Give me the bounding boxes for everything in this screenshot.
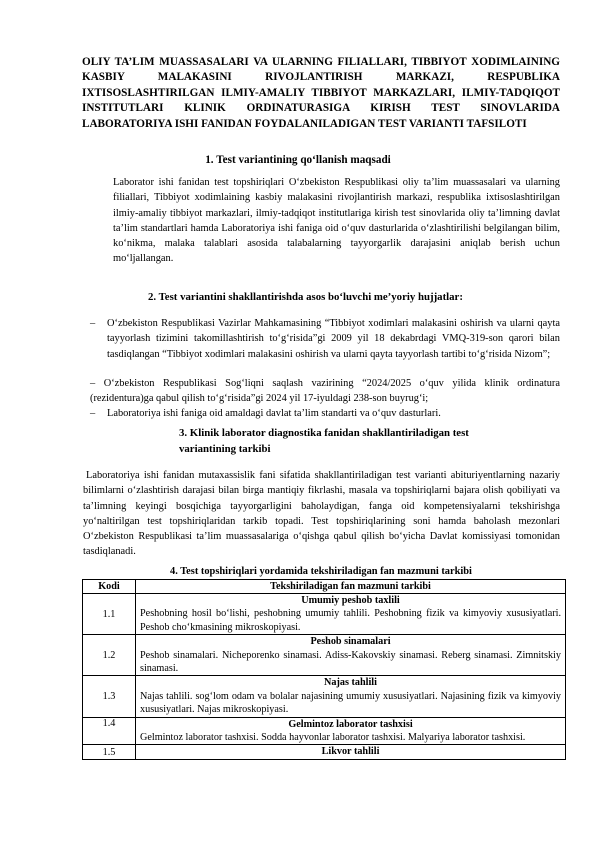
row-content xyxy=(136,635,566,676)
row-content xyxy=(136,676,566,717)
row-code: 1.1 xyxy=(83,594,136,635)
section2-item-1 xyxy=(90,316,560,362)
section4-heading: 4. Test topshiriqlari yordamida tekshiriladigan fan mazmuni tarkibi xyxy=(170,566,472,577)
row-text: Peshob sinamalari. Nicheporenko sinamasi. Adiss-Kakovskiy sinamasi. Reberg sinamasi. Zimnitskiy sinamasi. xyxy=(140,649,561,675)
table-row xyxy=(83,717,566,745)
table-row xyxy=(83,635,566,676)
list-dash: – xyxy=(90,318,96,329)
section2-item-3 xyxy=(90,406,560,421)
section1-heading: 1. Test variantining qo‘llanish maqsadi xyxy=(205,154,391,166)
header-content: Tekshiriladigan fan mazmuni tarkibi xyxy=(136,580,566,594)
table-row xyxy=(83,676,566,717)
row-text: Najas tahlili. sog‘lom odam va bolalar najasining umumiy xususiyatlari. Najasining fizik va kimyoviy xususiyatlari. Najas mikroskopiyasi. xyxy=(140,690,561,716)
table-row xyxy=(83,594,566,635)
content-table xyxy=(82,579,566,760)
row-code: 1.2 xyxy=(83,635,136,676)
section2-heading: 2. Test variantini shakllantirishda asos bo‘luvchi me’yoriy hujjatlar: xyxy=(148,291,463,303)
row-text: Gelmintoz laborator tashxisi. Sodda hayvonlar laborator tashxisi. Malyariya laborator tashxisi. xyxy=(140,732,526,744)
table-row xyxy=(83,745,566,759)
list-dash: – xyxy=(90,408,96,419)
document-title: OLIY TA’LIM MUASSASALARI VA ULARNING FILIALLARI, TIBBIYOT XODIMLAINING KASBIY MALAKASINI RIVOJLANTIRISH MARKAZI, RESPUBLIKA IXTISOSLASHTIRILGAN ILMIY-AMALIY TIBBIYOT MARKAZLARI, ILMIY-TADQIQOT INSTITUTLARI KLINIK ORDINATURASIGA KIRISH TEST SINOVLARIDA LABORATORIYA ISHI FANIDAN FOYDALANILADIGAN TEST VARIANTI TAFSILOTI xyxy=(82,56,560,130)
section3-text: Laboratoriya ishi fanidan mutaxassislik fani sifatida shakllantiriladigan test varianti abituriyentlarning nazariy bilimlarni o‘zlashtirish darajasi bilan birga mantiqiy fikrlashi, masala va topshiriqlarni bajara olish qobiliyati va ta’limning keyingi bosqichiga tayyorgarligini baholaydigan, fanga oid kompetensiyalarni tekshirishga yo‘naltirilgan test topshiriqlaridan tarkib topadi. Test topshiriqlarining soni hamda baholash mezonlari O‘zbekiston Respublikasi ta’lim muassasalariga o‘qishga qabul qilish bo‘yicha Davlat komissiyasi tomonidan tasdiqlanadi. xyxy=(83,470,560,558)
row-content xyxy=(136,594,566,635)
row-heading: Gelmintoz laborator tashxisi xyxy=(288,718,413,730)
section2-item-3-text: Laboratoriya ishi faniga oid amaldagi davlat ta’lim standarti va o‘quv dasturlari. xyxy=(107,408,441,419)
row-code: 1.4 xyxy=(83,717,136,745)
row-heading: Peshob sinamalari xyxy=(310,636,391,648)
section3-heading: 3. Klinik laborator diagnostika fanidan shakllantiriladigan test variantining tarkibi xyxy=(179,427,469,455)
row-code: 1.5 xyxy=(83,745,136,759)
row-code: 1.3 xyxy=(83,676,136,717)
table-header-row xyxy=(83,580,566,594)
section1-text: Laborator ishi fanidan test topshiriqlari O‘zbekiston Respublikasi oliy ta’lim muassasalari va ularning filiallari, Tibbiyot xodimlaining kasbiy malakasini rivojlantirish markazi, respublika ixtisoslashtirilgan ilmiy-amaliy tibbiyot markazlari, ilmiy-tadqiqot institutlariga kirish test sinovlarida oliy ta’limning davlat ta’lim standartlari hamda Laboratoriya ishi faniga oid o‘quv dasturlarida o‘zlashtirilishi belgilangan bilim, ko‘nikma, malaka talablari asosida talabalarning tayyorgarlik darajasini aniqlab berish uchun mo‘ljallangan. xyxy=(113,177,560,265)
row-content xyxy=(136,717,566,745)
section2-item-2: – O‘zbekiston Respublikasi Sog‘liqni saqlash vazirining “2024/2025 o‘quv yilida klinik ordinatura (rezidentura)ga qabul qilish to‘g‘risida”gi 2024 yil 17-iyuldagi 238-son buyrug‘i; xyxy=(90,378,560,405)
row-heading: Likvor tahlili xyxy=(321,746,380,758)
row-heading: Najas tahlili xyxy=(324,677,377,689)
row-heading: Umumiy peshob taxlili xyxy=(301,595,400,606)
header-code: Kodi xyxy=(83,580,136,594)
row-text: Peshobning hosil bo‘lishi, peshobning umumiy tahlili. Peshobning fizik va kimyoviy xususiyatlari. Peshob cho‘kmasining mikroskopiyasi. xyxy=(140,608,561,633)
section2-item-1-text: O‘zbekiston Respublikasi Vazirlar Mahkamasining “Tibbiyot xodimlari malakasini oshirish va ularni qayta tayyorlash tizimini takomillashtirish to‘g‘risida”gi 2009 yil 18 dekabrdagi VMQ-319-son qarori bilan tasdiqlangan “Tibbiyot xodimlari malakasini oshirish va ularni qayta tayyorlash tartibi to‘g‘risida Nizom”; xyxy=(107,318,560,360)
row-content xyxy=(136,745,566,759)
